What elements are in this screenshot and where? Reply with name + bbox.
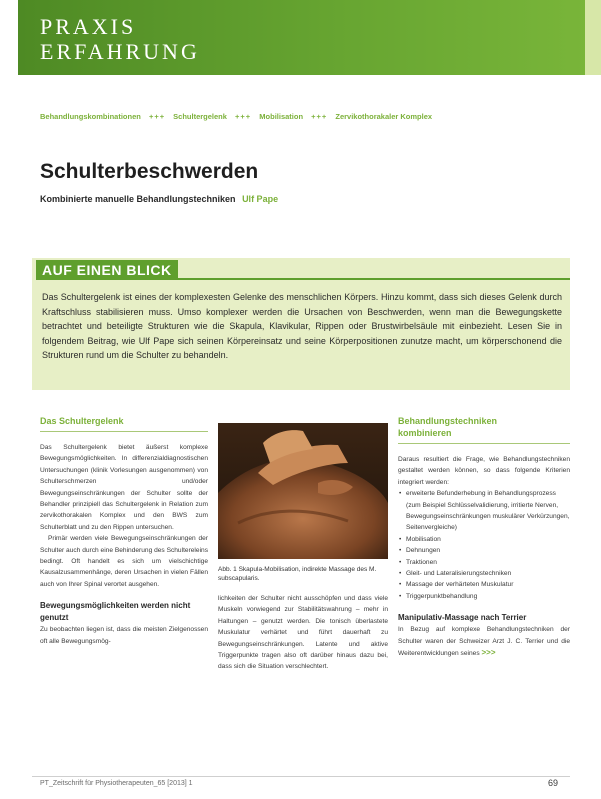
col1-paragraph: Zu beobachten liegen ist, dass die meisten Zielgenossen oft alle Bewegungsmög- — [40, 626, 208, 645]
breadcrumb-item: Behandlungskombinationen — [40, 112, 141, 121]
breadcrumb — [40, 112, 432, 121]
list-item: • erweiterte Befunderhebung in Behandlungsprozess (zum Beispiel Schlüsselvalidierung, irritierte Nerven, Bewegungseinschränkungen muskulärer Verkürzungen, Seitenvergleiche) — [406, 488, 570, 534]
list-item: • Traktionen — [406, 557, 570, 568]
article-subtitle — [40, 194, 278, 204]
col3-subheading: Manipulativ-Massage nach Terrier — [398, 613, 527, 623]
col3-intro: Daraus resultiert die Frage, wie Behandlungstechniken gestaltet werden können, so dass folgende Kriterien integriert werden: — [398, 456, 570, 486]
summary-text: Das Schultergelenk ist eines der komplexesten Gelenke des menschlichen Körpers. Hinzu kommt, dass sich dieses Gelenk durch Kraftschluss stabilisieren muss. Umso komplexer werden die Ursachen von Beschwerden, wenn man die Bewegungskette betrachtet und beteiligte Strukturen wie die Skapula, Klavikular, Rippen oder Brustwirbelsäule mit einbezieht. Lesen Sie in folgendem Beitrag, wie Ulf Pape sich seinen Körpereinsatz und seine Körperpositionen zunutze macht, um körperschonend die Strukturen rund um die Schulter zu behandeln. — [42, 292, 562, 360]
list-item: • Gleit- und Lateralisierungstechniken — [406, 568, 570, 579]
footer-rule — [32, 776, 570, 777]
breadcrumb-item: Mobilisation — [259, 112, 304, 121]
list-item: • Mobilisation — [406, 534, 570, 545]
article-author: Ulf Pape — [242, 194, 279, 204]
massage-photo — [218, 423, 388, 559]
breadcrumb-separator: +++ — [311, 112, 328, 121]
section-title-line1: PRAXIS — [40, 14, 137, 39]
col3-rule — [398, 443, 570, 444]
article-subtitle-text: Kombinierte manuelle Behandlungstechniken — [40, 194, 236, 204]
massage-photo-image — [218, 423, 388, 559]
continue-arrow-icon: >>> — [481, 648, 496, 658]
header-banner-edge — [585, 0, 601, 75]
photo-caption: Abb. 1 Skapula-Mobilisation, indirekte Massage des M. subscapularis. — [218, 566, 377, 582]
column-1 — [40, 415, 208, 647]
section-title — [40, 14, 200, 64]
col1-rule — [40, 431, 208, 432]
list-item: • Massage der verhärteten Muskulatur — [406, 579, 570, 590]
col3-paragraph-text: In Bezug auf komplexe Behandlungstechniken der Schulter waren der Schweizer Arzt J. C. Terrier und die Weiterentwicklungen seines — [398, 626, 570, 658]
column-3 — [398, 415, 570, 660]
col1-heading: Das Schultergelenk — [40, 416, 124, 426]
breadcrumb-item: Zervikothorakaler Komplex — [335, 112, 433, 121]
footer-text: PT_Zeitschrift für Physiotherapeuten_65 [2013] 1 — [40, 780, 193, 787]
section-title-line2: ERFAHRUNG — [40, 39, 200, 64]
col2-paragraph: lichkeiten der Schulter nicht ausschöpfen und dass viele Muskeln vorwiegend zur Stabilitätswahrung – mehr in Haltungen – genutzt werden. Die tonisch überlastete Muskulatur verhärtet und führt dauerhaft zu Bewegungseinschränkungen. Latente und aktive Triggerpunkte tragen also oft darüber hinaus dazu bei, dass sich die Situation verschlechtert. — [218, 595, 388, 671]
page-number: 69 — [548, 778, 559, 788]
list-item: • Triggerpunktbehandlung — [406, 591, 570, 602]
col3-heading-line1: Behandlungstechniken — [398, 416, 498, 426]
article-title: Schulterbeschwerden — [40, 160, 259, 183]
col3-paragraph — [398, 624, 570, 659]
col3-heading — [398, 415, 570, 439]
breadcrumb-separator: +++ — [148, 112, 166, 121]
summary-heading: AUF EINEN BLICK — [36, 260, 178, 280]
criteria-list — [398, 488, 570, 602]
col3-heading-line2: kombinieren — [398, 428, 452, 438]
breadcrumb-item: Schultergelenk — [173, 112, 227, 121]
breadcrumb-separator: +++ — [235, 112, 252, 121]
col1-paragraph: Das Schultergelenk bietet äußerst komplexe Bewegungsmöglichkeiten. In differenzialdiagnostischen Untersuchungen (klinik Vorlesungen ausgenommen) von Schulterschmerzen und/oder Bewegungseinschränkungen der Schulter sollte der Behandler prinzipiell das Schultergelenk in Relation zum zervikothorakalen Komplex und den BWS zum Schulterblatt und zu den Rippen untersuchen. — [40, 444, 208, 531]
list-item: • Dehnungen — [406, 545, 570, 556]
col1-subheading: Bewegungsmöglichkeiten werden nicht genutzt — [40, 601, 191, 623]
col1-paragraph: Primär werden viele Bewegungseinschränkungen der Schulter auch durch eine Behinderung des Schultereleins bedingt. Oft handelt es sich um vielschichtige Kausalzusammenhänge, deren Ursachen in vielen Fällen auch von Ihrer Spinal verortet ausgehen. — [40, 535, 208, 588]
